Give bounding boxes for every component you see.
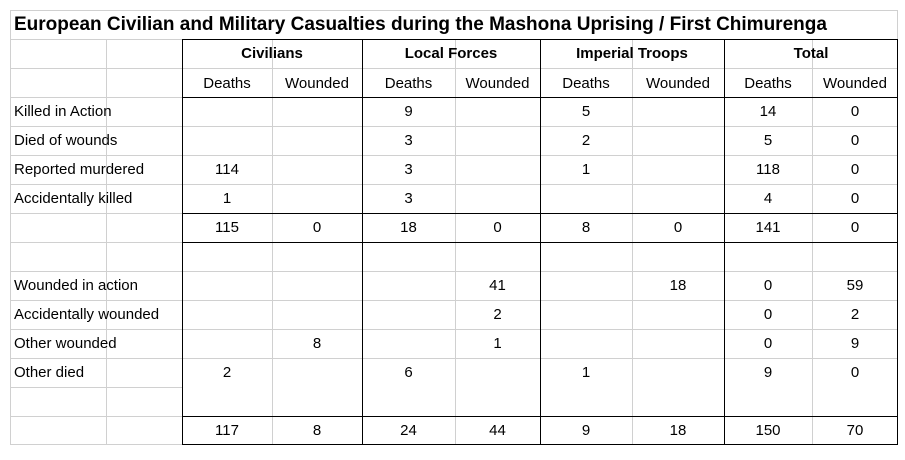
row-label: Other died <box>14 364 85 381</box>
data-cell <box>540 300 632 329</box>
data-cell: 0 <box>850 219 860 236</box>
data-cell: 24 <box>400 422 417 439</box>
data-cell <box>455 97 540 126</box>
data-cell <box>455 358 540 387</box>
data-cell: 3 <box>404 132 413 149</box>
data-cell <box>540 329 632 358</box>
data-cell: 2 <box>222 364 232 381</box>
data-cell: 2 <box>581 132 591 149</box>
data-cell <box>362 242 455 271</box>
data-cell: 41 <box>489 277 506 294</box>
row-label <box>10 416 182 445</box>
data-cell: 0 <box>763 335 773 352</box>
row-label <box>10 213 182 242</box>
data-cell <box>272 242 362 271</box>
data-cell: 1 <box>581 364 591 381</box>
data-cell <box>455 387 540 416</box>
data-cell <box>632 155 724 184</box>
subheader-cell: Deaths <box>562 75 610 92</box>
row-label: Accidentally killed <box>14 190 133 207</box>
data-cell <box>272 300 362 329</box>
data-cell <box>182 97 272 126</box>
row-label <box>10 387 182 416</box>
data-cell <box>182 126 272 155</box>
data-cell: 18 <box>400 219 417 236</box>
data-cell <box>182 300 272 329</box>
data-cell <box>182 271 272 300</box>
data-cell <box>272 358 362 387</box>
group-header: Local Forces <box>404 45 498 62</box>
data-cell: 0 <box>763 306 773 323</box>
subheader-cell: Deaths <box>203 75 251 92</box>
data-cell: 5 <box>763 132 773 149</box>
data-cell <box>182 387 272 416</box>
data-cell <box>272 387 362 416</box>
data-cell <box>455 126 540 155</box>
data-cell <box>272 271 362 300</box>
data-cell: 118 <box>756 161 780 178</box>
data-cell: 2 <box>850 306 860 323</box>
data-cell <box>632 300 724 329</box>
group-header: Imperial Troops <box>576 45 688 62</box>
row-label <box>10 242 182 271</box>
data-cell: 9 <box>850 335 860 352</box>
data-cell <box>455 155 540 184</box>
data-cell <box>632 329 724 358</box>
subheader-cell: Wounded <box>823 75 887 92</box>
sheet-title: European Civilian and Military Casualties during the Mashona Uprising / First Chimurenga <box>14 14 827 35</box>
data-cell: 1 <box>581 161 591 178</box>
data-cell: 0 <box>850 161 860 178</box>
group-header: Total <box>793 45 829 62</box>
data-cell: 9 <box>404 103 413 120</box>
subheader-cell: Deaths <box>744 75 792 92</box>
data-cell: 59 <box>846 277 864 294</box>
data-cell: 18 <box>669 422 687 439</box>
data-cell <box>362 387 455 416</box>
row-label: Killed in Action <box>14 103 112 120</box>
data-cell: 18 <box>669 277 687 294</box>
data-cell <box>455 184 540 213</box>
label-gridline <box>10 68 182 69</box>
data-cell <box>812 387 898 416</box>
data-cell: 6 <box>404 364 413 381</box>
data-cell: 114 <box>215 161 239 178</box>
data-cell <box>182 242 272 271</box>
data-cell <box>272 126 362 155</box>
data-cell <box>632 126 724 155</box>
data-cell <box>540 242 632 271</box>
data-cell: 1 <box>493 335 502 352</box>
subheader-cell: Wounded <box>285 75 349 92</box>
data-cell: 8 <box>581 219 591 236</box>
data-cell <box>812 242 898 271</box>
data-cell <box>632 387 724 416</box>
data-cell: 115 <box>215 219 239 236</box>
data-cell <box>724 387 812 416</box>
row-label: Accidentally wounded <box>14 306 160 323</box>
data-cell <box>632 242 724 271</box>
row-label: Wounded in action <box>14 277 138 294</box>
data-cell: 0 <box>850 132 860 149</box>
data-cell <box>632 97 724 126</box>
data-cell <box>182 329 272 358</box>
data-cell <box>632 184 724 213</box>
data-cell: 44 <box>489 422 506 439</box>
data-cell <box>272 155 362 184</box>
group-header: Civilians <box>241 45 303 62</box>
data-cell <box>540 271 632 300</box>
casualties-spreadsheet <box>10 10 898 445</box>
subheader-cell: Wounded <box>646 75 710 92</box>
data-cell: 0 <box>850 190 860 207</box>
row-label: Reported murdered <box>14 161 145 178</box>
data-cell: 4 <box>763 190 773 207</box>
data-cell: 150 <box>755 422 781 439</box>
data-cell <box>724 242 812 271</box>
data-cell <box>455 242 540 271</box>
data-cell: 3 <box>404 161 413 178</box>
data-cell: 0 <box>763 277 773 294</box>
data-cell <box>540 387 632 416</box>
data-cell <box>540 184 632 213</box>
data-cell: 8 <box>312 335 322 352</box>
data-cell <box>272 184 362 213</box>
subheader-cell: Deaths <box>384 75 433 92</box>
data-cell <box>362 300 455 329</box>
data-cell: 0 <box>850 364 860 381</box>
data-cell: 14 <box>759 103 777 120</box>
data-cell: 0 <box>493 219 502 236</box>
data-cell: 141 <box>755 219 781 236</box>
data-cell: 9 <box>581 422 591 439</box>
row-label: Died of wounds <box>14 132 118 149</box>
data-cell: 3 <box>404 190 413 207</box>
data-cell: 5 <box>581 103 591 120</box>
data-cell: 2 <box>493 306 502 323</box>
data-cell <box>272 97 362 126</box>
row-label: Other wounded <box>14 335 117 352</box>
data-cell <box>362 329 455 358</box>
data-cell: 117 <box>215 422 239 439</box>
data-cell: 70 <box>846 422 864 439</box>
subheader-cell: Wounded <box>465 75 530 92</box>
data-cell: 9 <box>763 364 773 381</box>
data-cell: 0 <box>673 219 683 236</box>
data-cell <box>632 358 724 387</box>
data-cell: 8 <box>312 422 322 439</box>
data-cell: 0 <box>312 219 322 236</box>
data-cell: 0 <box>850 103 860 120</box>
data-cell: 1 <box>222 190 232 207</box>
label-gridline <box>10 39 182 40</box>
data-cell <box>362 271 455 300</box>
